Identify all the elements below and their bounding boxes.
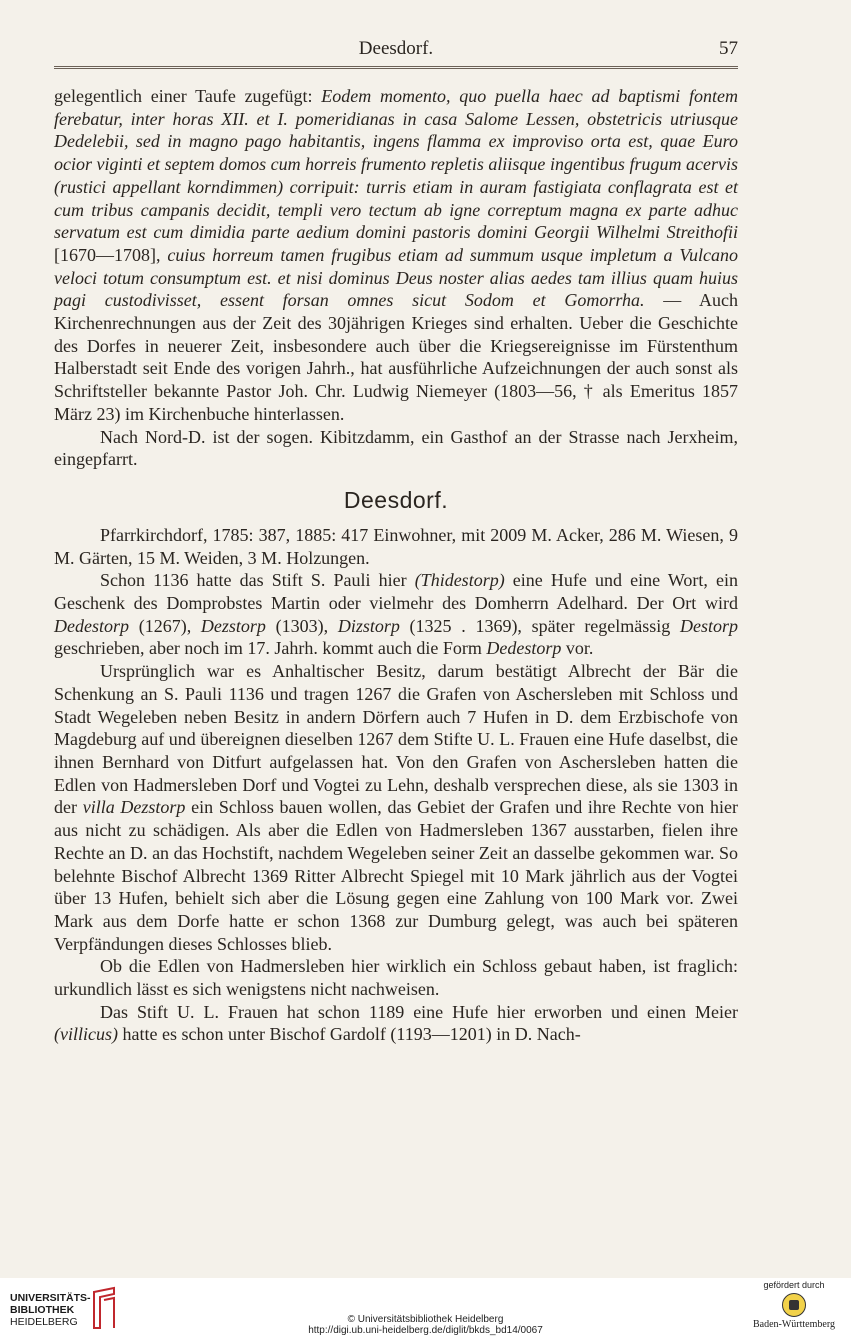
- text-run: (1303),: [265, 615, 338, 636]
- paragraph: [54, 426, 738, 471]
- text-block-top: [54, 85, 738, 471]
- funder-name: Baden-Württemberg: [752, 1319, 835, 1330]
- page: [54, 38, 738, 1046]
- italic-text: (Thidestorp): [414, 570, 505, 591]
- text-run: Schon 1136 hatte das Stift S. Pauli hier: [100, 570, 415, 591]
- text-run: geschrieben, aber noch im 17. Jahrh. kommt auch die Form: [54, 638, 487, 659]
- text-run: Das Stift U. L. Frauen hat schon 1189 eine Hufe hier erworben und einen Meier: [100, 1001, 738, 1022]
- paragraph: [54, 85, 738, 426]
- italic-text: villa Dezstorp: [82, 797, 186, 818]
- text-run: [1670—1708],: [54, 244, 168, 265]
- funder-block: [749, 1280, 839, 1330]
- paragraph: [54, 524, 738, 569]
- text-run: hatte es schon unter Bischof Gardolf (1193—1201) in D. Nach-: [117, 1024, 581, 1045]
- text-block-bottom: [54, 524, 738, 1046]
- running-title: Deesdorf.: [358, 38, 434, 59]
- page-number: 57: [719, 38, 738, 59]
- paragraph: [54, 1001, 738, 1046]
- running-header: [54, 38, 738, 66]
- text-run: — Auch Kirchenrechnungen aus der Zeit des 30jährigen Krieges sind erhalten. Ueber die Geschichte des Dorfes in neuerer Zeit, insbesondere auch über die Kriegsereignisse im Fürstenthum Halberstadt seit Ende des vorigen Jahrh., hat ausführliche Aufzeichnungen der auch sonst als Schriftsteller bekannte Pastor Joh. Chr. Ludwig Niemeyer (1803—56, † als Emeritus 1857 März 23) im Kirchenbuche hinterlassen.: [54, 290, 738, 424]
- text-run: Pfarrkirchdorf, 1785: 387, 1885: 417 Einwohner, mit 2009 M. Acker, 286 M. Wiesen, 9 M. Gärten, 15 M. Weiden, 3 M. Holzungen.: [54, 524, 738, 568]
- italic-text: Dedestorp: [486, 638, 562, 659]
- text-run: Nach Nord-D. ist der sogen. Kibitzdamm, ein Gasthof an der Strasse nach Jerxheim, eingepfarrt.: [54, 426, 738, 470]
- copyright-line: © Universitätsbibliothek Heidelberg: [347, 1314, 504, 1325]
- italic-text: Dizstorp: [337, 615, 400, 636]
- paragraph: [54, 660, 738, 955]
- text-run: ein Schloss bauen wollen, das Gebiet der Grafen und ihre Rechte von hier aus nicht zu schädigen. Als aber die Edlen von Hadmersleben 1367 ausstarben, fielen ihre Rechte an D. an das Hochstift, nachdem Wegeleben seiner Zeit an dasselbe gekommen war. So belehnte Bischof Albrecht 1369 Ritter Albrecht Spiegel mit 10 Mark jährlich aus der Vogtei über 13 Hufen, behielt sich aber die Lösung gegen eine Zahlung von 100 Mark vor. Zwei Mark aus dem Dorfe hatte er schon 1368 zur Dumburg gelegt, was auch bei späteren Verpfändungen dieses Schlosses blieb.: [54, 797, 739, 954]
- text-run: (1325 . 1369), später regelmässig: [399, 615, 680, 636]
- text-run: (1267),: [129, 615, 201, 636]
- paragraph: [54, 569, 738, 660]
- library-name-line1: UNIVERSITÄTS-: [10, 1292, 91, 1304]
- paragraph: [54, 955, 738, 1000]
- footer: [0, 1278, 851, 1337]
- permalink[interactable]: http://digi.ub.uni-heidelberg.de/diglit/bkds_bd14/0067: [308, 1325, 543, 1336]
- italic-text: Destorp: [680, 615, 738, 636]
- text-run: Ursprünglich war es Anhaltischer Besitz, darum bestätigt Albrecht der Bär die Schenkung an S. Pauli 1136 und tragen 1267 die Grafen von Aschersleben mit Schloss und Stadt Wegeleben neben Besitz in andern Dörfern auch 7 Hufen in D. dem Erzbischofe von Magdeburg auf und übereignen dieselben 1267 dem Stifte U. L. Frauen eine Hufe daselbst, die ihnen Bernhard von Ditfurt aufgelassen hat. Von den Grafen von Aschersleben hatten die Edlen von Hadmersleben Dorf und Vogtei zu Lehn, deshalb versprechen diese, als sie 1303 in der: [54, 661, 738, 818]
- italic-text: Eodem momento, quo puella haec ad baptismi fontem ferebatur, inter horas XII. et I. pomeridianas in casa Salome Lessen, obstetricis utriusque Dedelebii, sed in magno pago habitantis, ingens flamma ex improviso orta est, quae Euro ocior viginti et septem domos cum horreis frumento repletis aliisque ingentibus frugum acervis (rustici appellant korndimmen) corripuit: turris etiam in auram fastigiata conflagrata est et cum tribus campanis decidit, templi vero tectum ab igne correptum magna ex parte adhuc servatum est cum dimidia parte aedium domini pastoris domini Georgii Wilhelmi Streithofii: [54, 86, 738, 243]
- italic-text: Dedestorp: [54, 615, 129, 636]
- footer-credit: [0, 1314, 851, 1336]
- funded-by-label: gefördert durch: [763, 1280, 825, 1290]
- italic-text: (villicus): [54, 1024, 118, 1045]
- text-run: gelegentlich einer Taufe zugefügt:: [54, 86, 322, 106]
- library-name-line3: HEIDELBERG: [10, 1316, 78, 1328]
- section-heading: Deesdorf.: [343, 486, 449, 513]
- library-name-line2: BIBLIOTHEK: [10, 1304, 75, 1316]
- header-rule: [54, 66, 738, 69]
- italic-text: Dezstorp: [200, 615, 266, 636]
- italic-text: cuius horreum tamen frugibus etiam ad summum usque impletum a Vulcano veloci totum consumptum est. et nisi dominus Deus noster alias aedes tam illius quam huius pagi custodivisset, essent forsan omnes sicut Sodom et Gomorrha.: [54, 244, 738, 311]
- text-run: eine Hufe und eine Wort, ein Geschenk des Domprobstes Martin oder vielmehr des Domherrn Adelhard. Der Ort wird: [54, 570, 738, 614]
- text-run: Ob die Edlen von Hadmersleben hier wirklich ein Schloss gebaut haben, ist fraglich: urkundlich lässt es sich wenigstens nicht nachweisen.: [54, 956, 738, 1000]
- coat-of-arms-icon: [782, 1293, 806, 1317]
- text-run: vor.: [561, 638, 594, 659]
